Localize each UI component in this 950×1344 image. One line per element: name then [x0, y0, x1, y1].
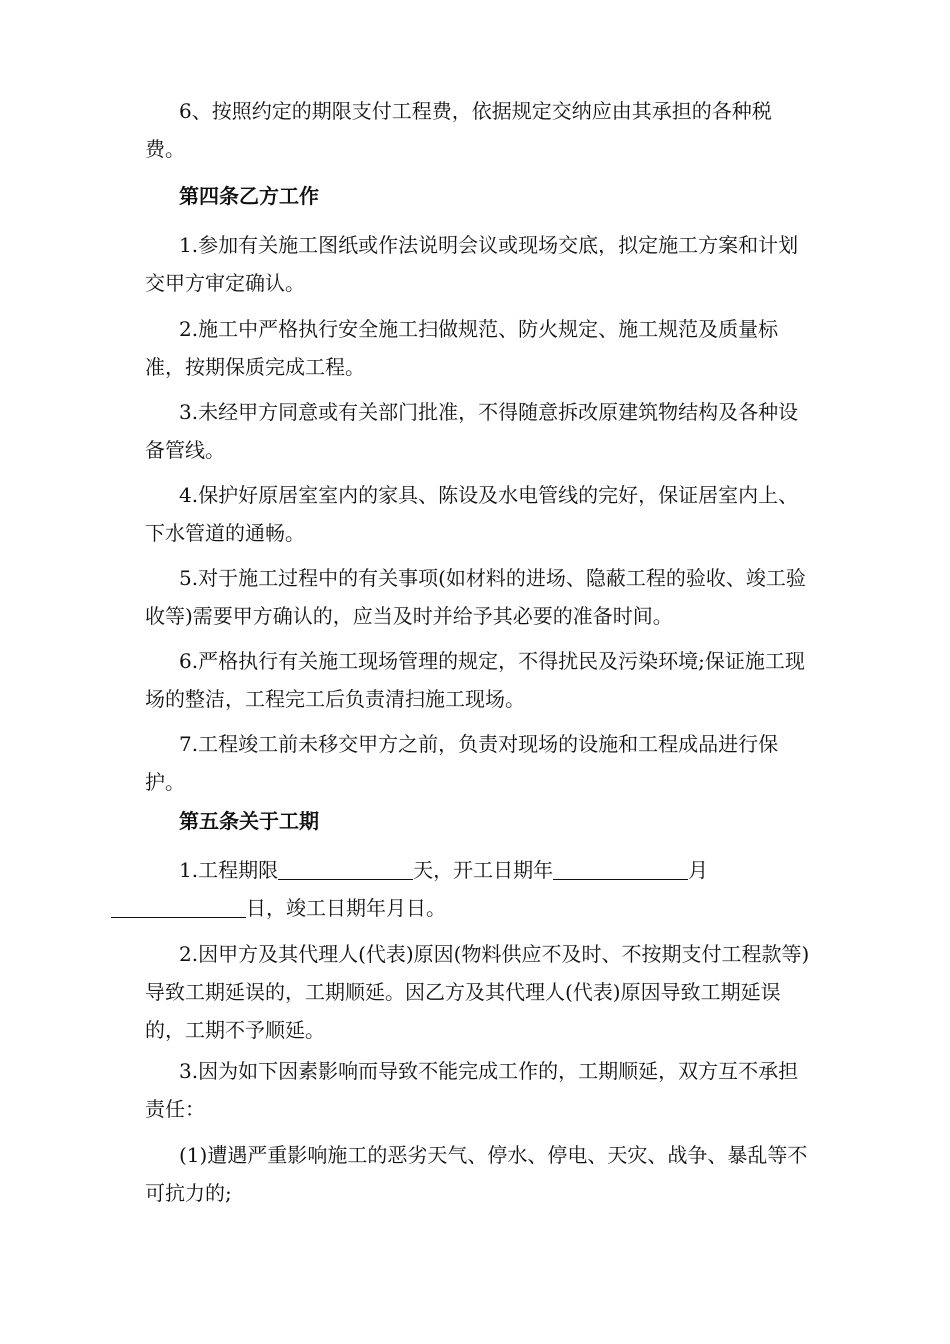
- paragraph-c3-1: (1)遭遇严重影响施工的恶劣天气、停水、停电、天灾、战争、暴乱等不可抗力的;: [145, 1143, 808, 1205]
- section-heading-article-5: 第五条关于工期: [179, 809, 319, 833]
- c1-text-2: 天，开工日期年: [413, 858, 554, 882]
- c1-text-4: 日，竣工日期年月日。: [246, 896, 446, 920]
- paragraph-c3: 3.因为如下因素影响而导致不能完成工作的，工期顺延，双方互不承担责任：: [145, 1059, 799, 1121]
- paragraph-b7: 7.工程竣工前未移交甲方之前，负责对现场的设施和工程成品进行保护。: [145, 732, 779, 794]
- paragraph-c2: 2.因甲方及其代理人(代表)原因(物料供应不及时、不按期支付工程款等)导致工期延误的，工期顺延。因乙方及其代理人(代表)原因导致工期延误的，工期不予顺延。: [145, 942, 810, 1042]
- section-heading-article-4: 第四条乙方工作: [179, 184, 319, 208]
- c1-text-1: 1.工程期限: [179, 858, 279, 882]
- paragraph-b3: 3.未经甲方同意或有关部门批准，不得随意拆改原建筑物结构及各种设备管线。: [145, 400, 799, 462]
- c1-text-3: 月: [688, 858, 709, 882]
- blank-month-field: [553, 859, 688, 880]
- paragraph-b2: 2.施工中严格执行安全施工扫做规范、防火规定、施工规范及质量标准，按期保质完成工程。: [145, 317, 779, 379]
- paragraph-tax-payment: 6、按照约定的期限支付工程费，依据规定交纳应由其承担的各种税费。: [145, 99, 772, 161]
- blank-days-field: [278, 859, 413, 880]
- paragraph-b5: 5.对于施工过程中的有关事项(如材料的进场、隐蔽工程的验收、竣工验收等)需要甲方确认的，应当及时并给予其必要的准备时间。: [145, 566, 806, 628]
- paragraph-b4: 4.保护好原居室室内的家具、陈设及水电管线的完好，保证居室内上、下水管道的通畅。: [145, 483, 799, 545]
- paragraph-b6: 6.严格执行有关施工现场管理的规定，不得扰民及污染环境;保证施工现场的整洁，工程完工后负责清扫施工现场。: [145, 649, 805, 711]
- blank-day-field: [111, 897, 246, 918]
- paragraph-c1: [145, 851, 810, 927]
- paragraph-b1: 1.参加有关施工图纸或作法说明会议或现场交底，拟定施工方案和计划交甲方审定确认。: [145, 233, 799, 295]
